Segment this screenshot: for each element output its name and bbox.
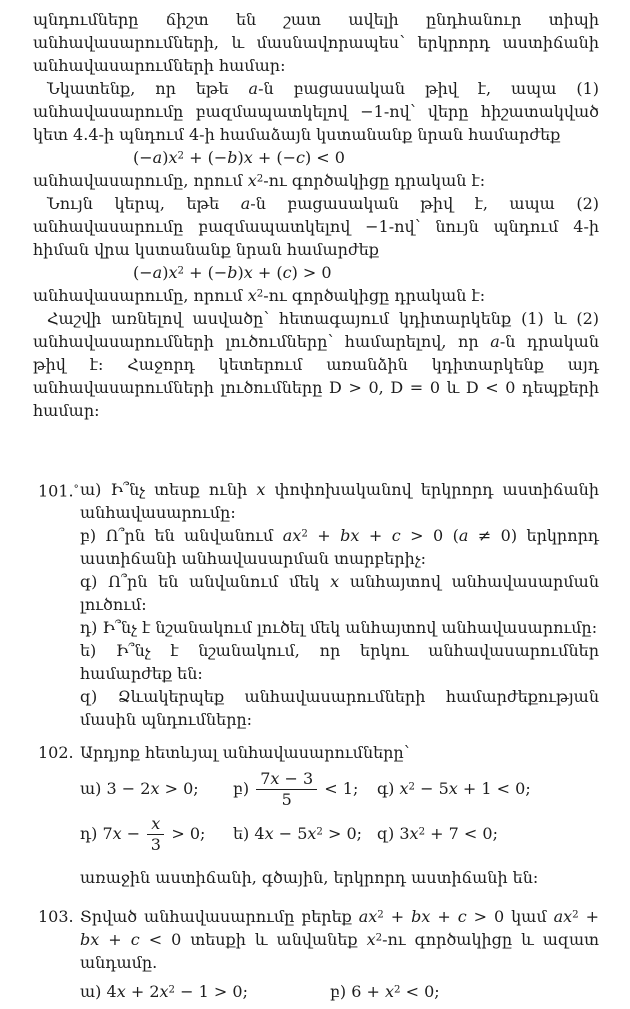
problem-102-item-e: ե) $4x - 5x^2 > 0$; bbox=[233, 823, 363, 843]
problem-102-item-b: բ) $\frac{7x - 3}{5}$ < 1; bbox=[233, 769, 359, 809]
problem-101-item-e bbox=[80, 639, 599, 685]
item-label: զ) bbox=[80, 687, 98, 706]
paragraph-note-1: Նկատենք, որ եթե a-ն բացասական թիվ է, ապա (1) անհավասարումը բազմապատկելով −1-ով՝ վերը հիշատակված կետ 4.4-ի պնդում 4-ի համաձայն կստանանք նրան համարժեք bbox=[33, 79, 599, 144]
oral-task-marker: ° bbox=[73, 483, 79, 495]
problem-101-item-a bbox=[80, 478, 599, 524]
paragraph-summary: Հաշվի առնելով ասվածը՝ հետագայում կդիտարկենք (1) և (2) անհավասարումների լուծումները՝ համարելով, որ a-ն դրական թիվ է։ Հաջորդ կետերում առանձին կդիտարկենք այդ անհավասարումների լուծումները D > 0, D = 0 և D < 0 դեպքերի համար։ bbox=[33, 309, 600, 420]
exercise-section bbox=[33, 478, 599, 1009]
problem-102 bbox=[33, 741, 599, 889]
problem-102-row-2 bbox=[80, 815, 599, 854]
problem-102-outro: առաջին աստիճանի, գծային, երկրորդ աստիճանի են։ bbox=[80, 867, 539, 887]
problem-103-number: 103. bbox=[38, 906, 74, 926]
problem-102-row-1 bbox=[80, 770, 599, 809]
display-formula-2: $(-a)x^2 + (-b)x + (c) > 0$ bbox=[133, 263, 332, 282]
formula-1-caption: անհավասարումը, որում $x^2-ու$ գործակիցը դրական է։ bbox=[33, 171, 486, 190]
problem-101 bbox=[33, 478, 599, 731]
problem-101-item-b bbox=[80, 524, 599, 570]
item-text: Ձևակերպեք անհավասարումների համարժեքության մասին պնդումները։ bbox=[80, 687, 599, 729]
problem-101-item-d bbox=[80, 616, 599, 639]
problem-103-row-1 bbox=[80, 980, 599, 1003]
problem-102-intro: Արդյոք հետևյալ անհավասարումները՝ bbox=[80, 743, 410, 762]
item-label: ե) bbox=[80, 641, 97, 660]
item-label: գ) bbox=[80, 572, 98, 591]
problem-102-item-a: ա) 3 − 2x > 0; bbox=[80, 778, 199, 798]
item-text: Ի՞նչ տեսք ունի x փոփոխականով երկրորդ աստիճանի անհավասարումը։ bbox=[80, 480, 600, 522]
problem-101-item-f bbox=[80, 685, 599, 731]
problem-103-intro: Տրված անհավասարումը բերեք $ax^2$ + bx + c > 0 կամ $ax^2$ + bx + c < 0 տեսքի և անվանեք $x^2-ու$ գործակիցը և ազատ անդամը. bbox=[80, 906, 600, 972]
item-text: Ո՞րն են անվանում մեկ x անհայտով անհավասարման լուծում։ bbox=[80, 572, 600, 614]
item-text: Ի՞նչ է նշանակում, որ երկու անհավասարումներ համարժեք են։ bbox=[80, 641, 599, 683]
item-text: Ո՞րն են անվանում $ax^2$ + bx + c > 0 (a ≠ 0) երկրորդ աստիճանի անհավասարման տարբերիչ։ bbox=[80, 526, 600, 568]
paragraph-continuation: պնդումները ճիշտ են շատ ավելի ընդհանուր տիպի անհավասարումների, և մասնավորապես՝ երկրորդ աստիճանի անհավասարումների համար։ bbox=[33, 10, 599, 75]
problem-103-item-b: բ) $6 + x^2 < 0$; bbox=[330, 981, 440, 1001]
problem-101-number: 101.° bbox=[38, 481, 79, 501]
problem-103 bbox=[33, 905, 599, 1009]
problem-101-item-c bbox=[80, 570, 599, 616]
paragraph-note-2: Նույն կերպ, եթե a-ն բացասական թիվ է, ապա (2) անհավասարումը բազմապատկելով −1-ով՝ նույն պնդում 4-ի հիման վրա կստանանք նրան համարժեք bbox=[33, 194, 599, 259]
problem-103-item-a: ա) $4x + 2x^2 - 1 > 0$; bbox=[80, 981, 248, 1001]
item-text: Ի՞նչ է նշանակում լուծել մեկ անհայտով անհավասարումը։ bbox=[102, 618, 598, 637]
item-label: բ) bbox=[80, 526, 97, 545]
item-label: ա) bbox=[80, 480, 102, 499]
problem-102-body bbox=[80, 741, 599, 889]
problem-102-item-c: գ) $x^2 - 5x + 1 < 0$; bbox=[377, 778, 531, 798]
problem-102-item-f: զ) $3x^2 + 7 < 0$; bbox=[377, 823, 498, 843]
display-formula-1: $(-a)x^2 + (-b)x + (-c) < 0$ bbox=[133, 148, 345, 167]
item-label: դ) bbox=[80, 618, 98, 637]
problem-102-number: 102. bbox=[38, 743, 74, 762]
problem-102-item-d: դ) 7x − $\frac{x}{3}$ > 0; bbox=[80, 813, 206, 854]
problem-101-body bbox=[80, 478, 599, 731]
problem-103-body bbox=[80, 905, 599, 1009]
formula-2-caption: անհավասարումը, որում $x^2-ու$ գործակիցը դրական է։ bbox=[33, 286, 486, 305]
